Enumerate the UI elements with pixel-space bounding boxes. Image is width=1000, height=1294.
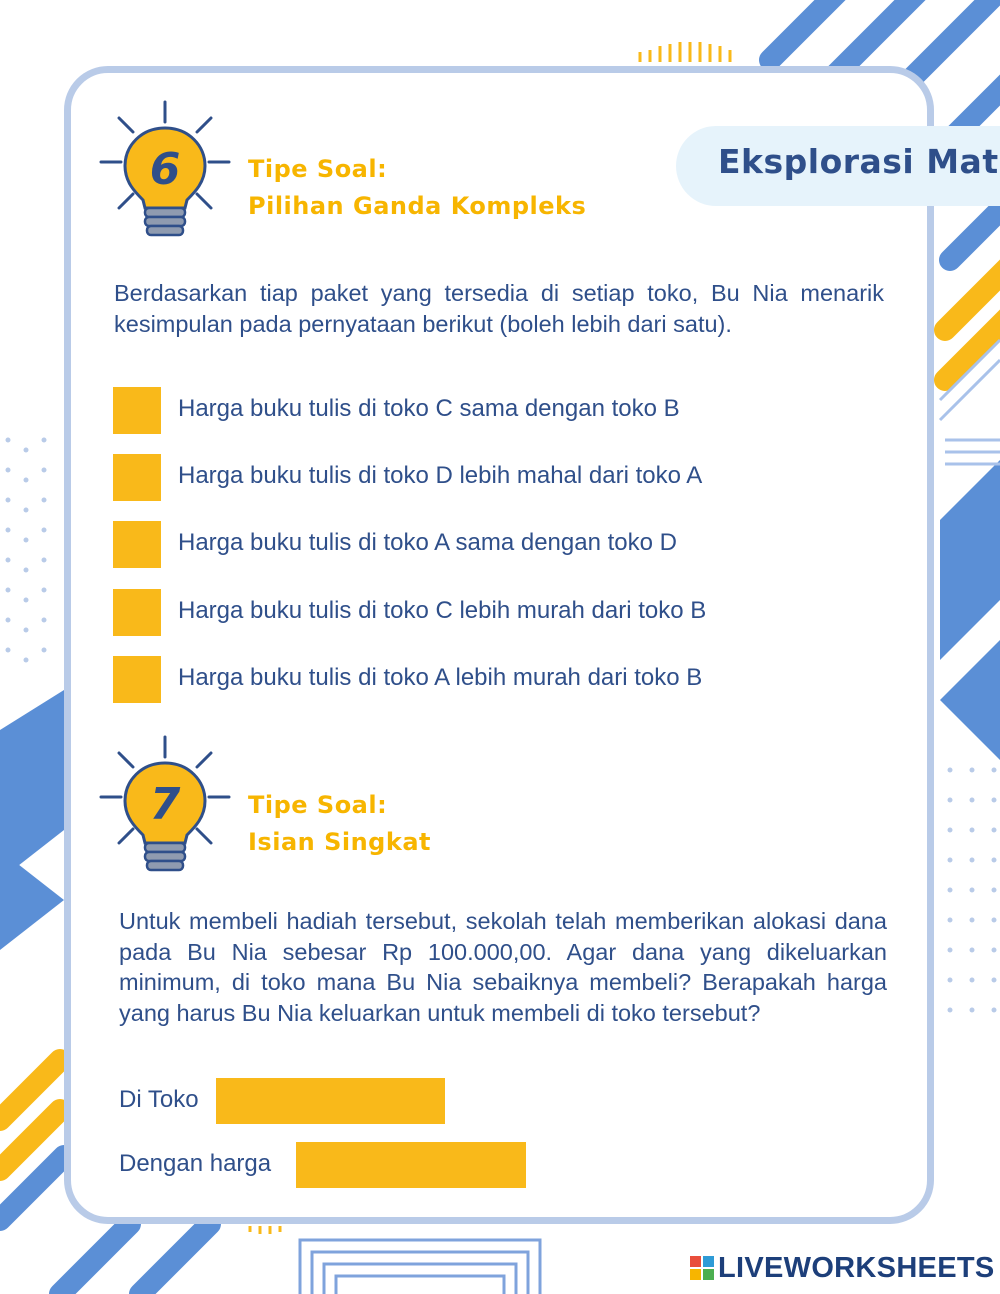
question-6-text: Berdasarkan tiap paket yang tersedia di setiap toko, Bu Nia menarik kesimpulan pada pernyataan berikut (boleh lebih dari satu). bbox=[114, 280, 884, 337]
option-label: Harga buku tulis di toko A sama dengan toko D bbox=[178, 529, 677, 556]
option-label: Harga buku tulis di toko D lebih mahal dari toko A bbox=[178, 462, 703, 489]
section-tag-label: Eksplorasi Mat bbox=[718, 142, 999, 181]
option-item bbox=[113, 387, 873, 434]
price-input[interactable] bbox=[296, 1142, 526, 1188]
question-type-6 bbox=[248, 151, 586, 225]
section-tag bbox=[676, 126, 1000, 206]
question-type-7 bbox=[248, 787, 431, 861]
option-label: Harga buku tulis di toko A lebih murah dari toko B bbox=[178, 664, 703, 691]
question-type-name: Isian Singkat bbox=[248, 828, 431, 856]
option-item bbox=[113, 521, 873, 568]
question-number-6: 6 bbox=[149, 144, 181, 195]
option-checkbox[interactable] bbox=[113, 521, 161, 568]
option-checkbox[interactable] bbox=[113, 656, 161, 703]
question-type-label: Tipe Soal: bbox=[248, 791, 388, 819]
question-number-7: 7 bbox=[149, 779, 181, 830]
question-type-label: Tipe Soal: bbox=[248, 155, 388, 183]
option-item bbox=[113, 589, 873, 636]
question-type-name: Pilihan Ganda Kompleks bbox=[248, 192, 587, 220]
liveworksheets-logo-icon bbox=[690, 1256, 714, 1280]
option-item bbox=[113, 656, 873, 703]
liveworksheets-brand[interactable] bbox=[690, 1252, 995, 1286]
brand-text: LIVEWORKSHEETS bbox=[718, 1252, 995, 1284]
lightbulb-icon-6 bbox=[95, 100, 235, 250]
store-label: Di Toko bbox=[119, 1086, 199, 1113]
option-item bbox=[113, 454, 873, 501]
option-label: Harga buku tulis di toko C lebih murah dari toko B bbox=[178, 597, 707, 624]
option-checkbox[interactable] bbox=[113, 454, 161, 501]
lightbulb-icon-7 bbox=[95, 735, 235, 885]
option-checkbox[interactable] bbox=[113, 387, 161, 434]
option-label: Harga buku tulis di toko C sama dengan toko B bbox=[178, 395, 680, 422]
price-label: Dengan harga bbox=[119, 1150, 272, 1177]
option-checkbox[interactable] bbox=[113, 589, 161, 636]
question-7-text: Untuk membeli hadiah tersebut, sekolah telah memberikan alokasi dana pada Bu Nia sebesar Rp 100.000,00. Agar dana yang dikeluarkan minimum, di toko mana Bu Nia sebaiknya membeli? Berapakah harga yang harus Bu Nia keluarkan untuk membeli di toko tersebut? bbox=[119, 908, 887, 1026]
store-input[interactable] bbox=[216, 1078, 445, 1124]
